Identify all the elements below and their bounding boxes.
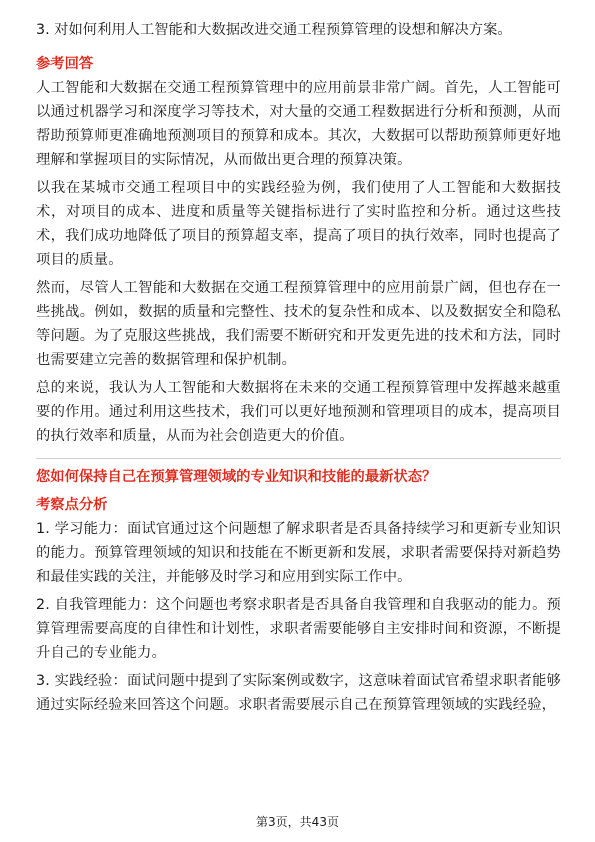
section-divider <box>36 458 561 459</box>
page-number-footer: 第3页，共43页 <box>256 815 339 829</box>
document-page <box>36 18 561 721</box>
section-question: 3. 对如何利用人工智能和大数据改进交通工程预算管理的设想和解决方案。 <box>36 22 512 38</box>
answer-paragraph: 然而，尽管人工智能和大数据在交通工程预算管理中的应用前景广阔，但也存在一些挑战。例如，数据的质量和完整性、技术的复杂性和成本、以及数据安全和隐私等问题。为了克服这些挑战，我们需要不断研究和开发更先进的技术和方法，同时也需要建立完善的数据管理和保护机制。 <box>36 280 561 368</box>
analysis-heading: 考察点分析 <box>36 497 108 513</box>
answer-paragraph: 人工智能和大数据在交通工程预算管理中的应用前景非常广阔。首先，人工智能可以通过机器学习和深度学习等技术，对大量的交通工程数据进行分析和预测，从而帮助预算师更准确地预测项目的预算和成本。其次，大数据可以帮助预算师更好地理解和掌握项目的实际情况，从而做出更合理的预算决策。 <box>36 80 561 168</box>
analysis-paragraph: 1. 学习能力：面试官通过这个问题想了解求职者是否具备持续学习和更新专业知识的能力。预算管理领域的知识和技能在不断更新和发展，求职者需要保持对新趋势和最佳实践的关注，并能够及时学习和应用到实际工作中。 <box>36 521 561 585</box>
analysis-paragraph: 2. 自我管理能力：这个问题也考察求职者是否具备自我管理和自我驱动的能力。预算管理需要高度的自律性和计划性，求职者需要能够自主安排时间和资源，不断提升自己的专业能力。 <box>36 597 561 661</box>
analysis-paragraph: 3. 实践经验：面试问题中提到了实际案例或数字，这意味着面试官希望求职者能够通过实际经验来回答这个问题。求职者需要展示自己在预算管理领域的实践经验， <box>36 673 561 713</box>
next-question: 您如何保持自己在预算管理领域的专业知识和技能的最新状态？ <box>36 469 437 485</box>
answer-paragraph: 以我在某城市交通工程项目中的实践经验为例，我们使用了人工智能和大数据技术，对项目的成本、进度和质量等关键指标进行了实时监控和分析。通过这些技术，我们成功地降低了项目的预算超支率，提高了项目的执行效率，同时也提高了项目的质量。 <box>36 180 561 268</box>
answer-heading: 参考回答 <box>36 56 94 72</box>
answer-paragraph: 总的来说，我认为人工智能和大数据将在未来的交通工程预算管理中发挥越来越重要的作用。通过利用这些技术，我们可以更好地预测和管理项目的成本，提高项目的执行效率和质量，从而为社会创造更大的价值。 <box>36 380 561 444</box>
